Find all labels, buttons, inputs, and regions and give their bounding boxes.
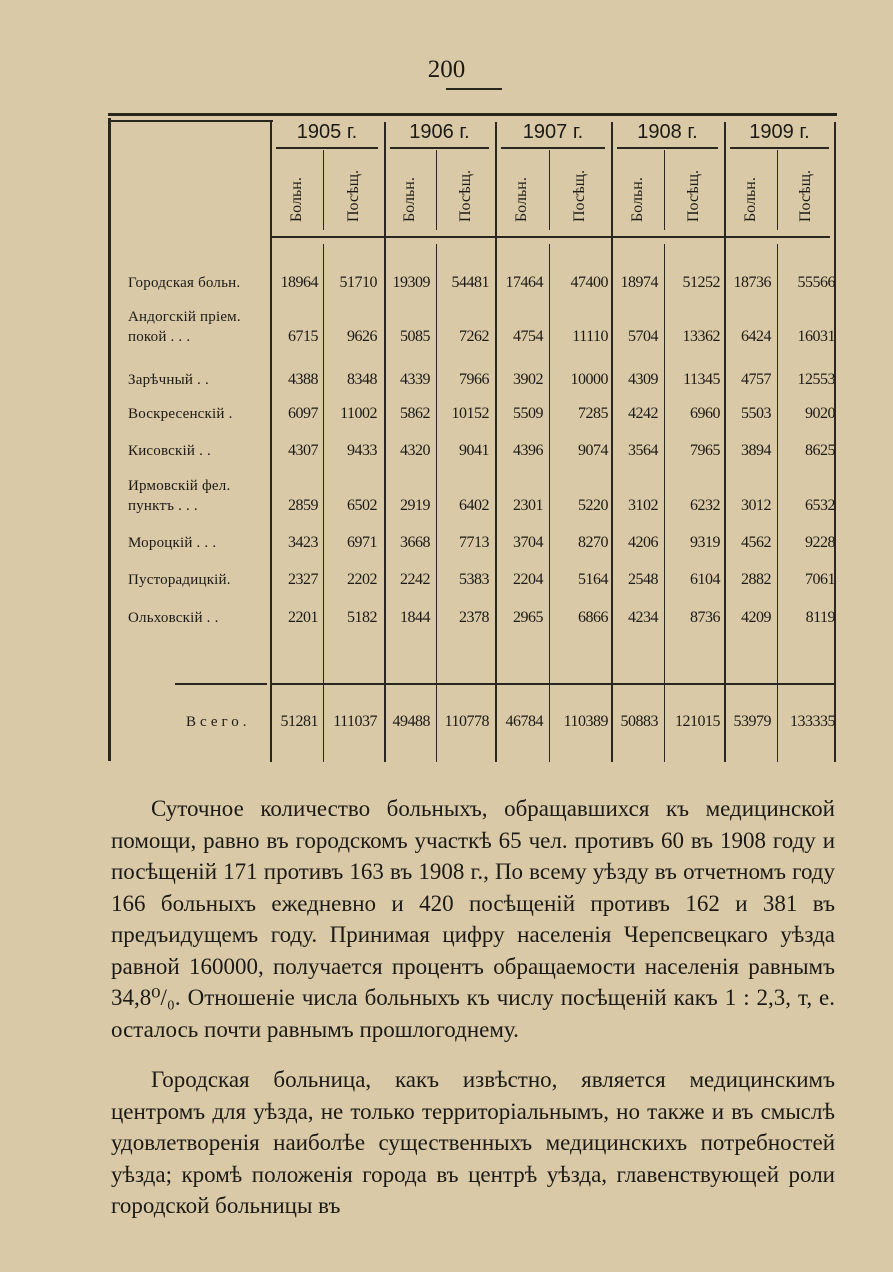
year-header: 1907 г.	[522, 121, 584, 143]
table-cell: 9228	[805, 534, 835, 551]
table-cell: 13362	[682, 328, 720, 345]
table-cell: 5509	[513, 405, 543, 422]
year-header: 1909 г.	[749, 121, 810, 143]
table-cell: 2201	[288, 609, 318, 626]
table-cell: 4307	[288, 442, 318, 459]
table-cell: 10000	[570, 371, 608, 388]
total-cell: 121015	[675, 713, 720, 730]
row-label: Мороцкій . . .	[128, 535, 217, 551]
table-cell: 2301	[513, 497, 543, 514]
table-cell: 1844	[400, 609, 430, 626]
column-divider	[323, 150, 324, 230]
table-cell: 2965	[513, 609, 543, 626]
patients-subheader: Больн.	[741, 177, 759, 222]
table-cell: 3704	[513, 534, 543, 551]
table-cell: 18736	[733, 274, 771, 291]
row-label: Пусторадицкій.	[128, 572, 231, 588]
visits-subheader: Посѣщ.	[456, 169, 474, 222]
table-cell: 9319	[690, 534, 720, 551]
total-cell: 53979	[733, 713, 771, 730]
row-label: Кисовскій . .	[128, 443, 211, 459]
table-cell: 7285	[578, 405, 608, 422]
table-cell: 9020	[805, 405, 835, 422]
year-header: 1908 г.	[637, 121, 698, 143]
table-cell: 3423	[288, 534, 318, 551]
table-cell: 4754	[513, 328, 543, 345]
row-label: Андогскій пріем.	[128, 309, 241, 325]
paragraph-2-text: Городская больница, какъ извѣстно, является медицинскимъ центромъ для уѣзда, не только территоріальнымъ, но также и въ смыслѣ удовлетворенія наиболѣе существенныхъ медицинскихъ потребностей уѣзда; кромѣ положенія города въ центрѣ уѣзда, главенствующей роли городской больницы въ	[111, 1067, 835, 1218]
table-cell: 6097	[288, 405, 318, 422]
row-label: пунктъ . . .	[128, 498, 198, 514]
year-header: 1905 г.	[296, 121, 358, 143]
table-cell: 10152	[451, 405, 489, 422]
table-cell: 3102	[628, 497, 658, 514]
table-cell: 3564	[628, 442, 658, 459]
table-cell: 4320	[400, 442, 430, 459]
table-left-border	[108, 118, 111, 761]
total-cell: 110389	[563, 713, 608, 730]
table-cell: 6532	[805, 497, 835, 514]
table-cell: 7061	[805, 571, 835, 588]
table-cell: 4242	[628, 405, 658, 422]
table-top-rule-2	[108, 120, 273, 122]
table-cell: 17464	[505, 274, 543, 291]
column-divider	[777, 150, 778, 230]
table-cell: 2859	[288, 497, 318, 514]
table-cell: 6502	[347, 497, 377, 514]
table-cell: 2548	[628, 571, 658, 588]
table-cell: 4206	[628, 534, 658, 551]
table-cell: 9074	[578, 442, 608, 459]
column-divider	[664, 150, 665, 230]
table-cell: 4209	[741, 609, 771, 626]
table-cell: 7713	[459, 534, 489, 551]
table-cell: 18964	[280, 274, 318, 291]
total-rule	[270, 683, 835, 685]
row-label: Воскресенскій .	[128, 406, 233, 422]
total-cell: 46784	[505, 713, 543, 730]
table-cell: 51252	[682, 274, 720, 291]
table-cell: 47400	[570, 274, 608, 291]
table-cell: 11110	[572, 328, 608, 345]
table-cell: 8348	[347, 371, 377, 388]
row-label: Зарѣчный . .	[128, 372, 209, 388]
table-cell: 6715	[288, 328, 318, 345]
page-number: 200	[427, 56, 466, 83]
table-cell: 2327	[288, 571, 318, 588]
table-cell: 2882	[741, 571, 771, 588]
column-divider	[436, 150, 437, 230]
total-cell: 50883	[620, 713, 658, 730]
table-cell: 4396	[513, 442, 543, 459]
year-underline	[390, 147, 489, 149]
table-cell: 6866	[578, 609, 608, 626]
table-cell: 2919	[400, 497, 430, 514]
table-cell: 2204	[513, 571, 543, 588]
total-cell: 49488	[392, 713, 430, 730]
table-cell: 4757	[741, 371, 771, 388]
table-cell: 8625	[805, 442, 835, 459]
paragraph-1-text: Суточное количество больныхъ, обращавшихся къ медицинской помощи, равно въ городскомъ участкѣ 65 чел. противъ 60 въ 1908 году и посѣщеній 171 противъ 163 въ 1908 г., По всему уѣзду въ отчетномъ году 166 больныхъ ежедневно и 420 посѣщеній противъ 162 и 381 въ предъидущемъ году. Принимая цифру населенія Черепсвецкаго уѣзда равной 160000, получается процентъ обращаемости населенія равнымъ 34,8⁰/₀. Отношеніе числа больныхъ къ числу посѣщеній какъ 1 : 2,3, т, е. осталось почти равнымъ прошлогоднему.	[111, 796, 835, 1042]
table-cell: 6960	[690, 405, 720, 422]
table-cell: 4562	[741, 534, 771, 551]
table-cell: 4339	[400, 371, 430, 388]
table-cell: 5085	[400, 328, 430, 345]
patients-subheader: Больн.	[513, 177, 530, 222]
visits-subheader: Посѣщ.	[797, 169, 814, 222]
year-underline	[276, 147, 378, 149]
table-cell: 5862	[400, 405, 430, 422]
table-cell: 6424	[741, 328, 771, 345]
year-header: 1906 г.	[409, 121, 470, 143]
total-label: Всего.	[186, 714, 251, 730]
table-cell: 8119	[805, 609, 835, 626]
table-top-rule	[108, 113, 837, 116]
table-cell: 2242	[400, 571, 430, 588]
visits-subheader: Посѣщ.	[344, 169, 362, 222]
visits-subheader: Посѣщ.	[571, 169, 588, 222]
year-underline	[501, 147, 605, 149]
table-cell: 18974	[620, 274, 658, 291]
table-cell: 6402	[459, 497, 489, 514]
table-cell: 3668	[400, 534, 430, 551]
table-cell: 5383	[459, 571, 489, 588]
table-cell: 8736	[690, 609, 720, 626]
table-cell: 4309	[628, 371, 658, 388]
table-cell: 9041	[459, 442, 489, 459]
total-cell: 111037	[333, 713, 377, 730]
table-cell: 5182	[347, 609, 377, 626]
total-cell: 133335	[790, 713, 835, 730]
table-cell: 3902	[513, 371, 543, 388]
table-cell: 11002	[340, 405, 377, 422]
year-underline	[730, 147, 829, 149]
table-cell: 4388	[288, 371, 318, 388]
paragraph-2	[111, 1064, 835, 1222]
row-label: покой . . .	[128, 329, 191, 345]
patients-subheader: Больн.	[628, 177, 646, 222]
total-cell: 110778	[444, 713, 489, 730]
total-rule-left	[175, 683, 267, 685]
table-cell: 12553	[797, 371, 835, 388]
table-cell: 54481	[451, 274, 489, 291]
table-cell: 51710	[339, 274, 377, 291]
table-cell: 5503	[741, 405, 771, 422]
table-cell: 5164	[578, 571, 608, 588]
table-cell: 9433	[347, 442, 377, 459]
table-cell: 8270	[578, 534, 608, 551]
table-cell: 2202	[347, 571, 377, 588]
table-cell: 6971	[347, 534, 377, 551]
table-cell: 4234	[628, 609, 658, 626]
table-cell: 7966	[459, 371, 489, 388]
patients-subheader: Больн.	[401, 177, 418, 222]
table-cell: 3012	[741, 497, 771, 514]
table-cell: 2378	[459, 609, 489, 626]
header-bottom-rule	[270, 236, 830, 238]
column-divider	[549, 150, 550, 230]
table-cell: 5220	[578, 497, 608, 514]
table-cell: 55566	[797, 274, 835, 291]
total-cell: 51281	[280, 713, 318, 730]
table-cell: 3894	[741, 442, 771, 459]
row-label: Городская больн.	[128, 275, 241, 291]
table-cell: 11345	[683, 371, 720, 388]
table-cell: 5704	[628, 328, 658, 345]
table-cell: 16031	[797, 328, 835, 345]
table-cell: 7965	[690, 442, 720, 459]
visits-subheader: Посѣщ.	[685, 169, 702, 222]
paragraph-1	[111, 793, 835, 1045]
table-cell: 9626	[347, 328, 377, 345]
row-label: Ольховскій . .	[128, 610, 219, 626]
row-label: Ирмовскій фел.	[128, 478, 231, 494]
patients-subheader: Больн.	[287, 177, 305, 222]
table-cell: 6232	[690, 497, 720, 514]
year-underline	[617, 147, 718, 149]
table-cell: 6104	[690, 571, 720, 588]
table-cell: 19309	[392, 274, 430, 291]
table-cell: 7262	[459, 328, 489, 345]
